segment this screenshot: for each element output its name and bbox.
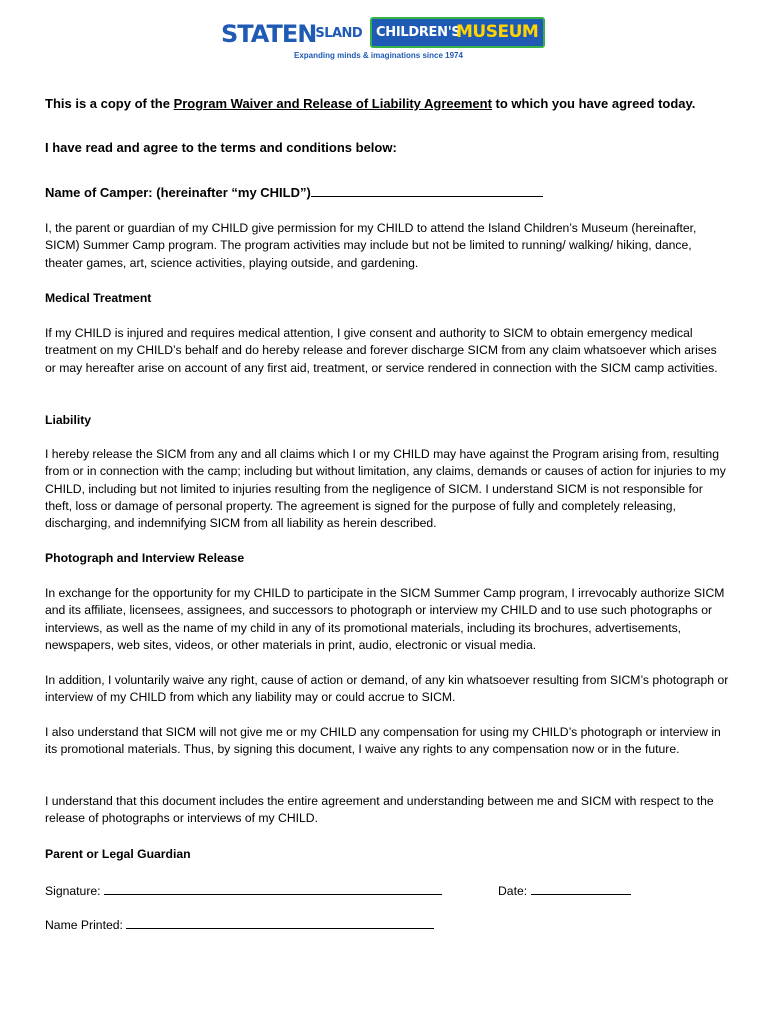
museum-logo bbox=[218, 14, 548, 62]
medical-heading: Medical Treatment bbox=[45, 291, 152, 305]
logo-word-island: ISLAND bbox=[311, 26, 363, 41]
logo-box bbox=[370, 17, 545, 48]
name-printed-field[interactable] bbox=[126, 915, 434, 929]
signature-label: Signature: bbox=[45, 884, 101, 898]
camper-name-row bbox=[45, 183, 730, 201]
name-printed-row bbox=[45, 915, 730, 934]
logo-word-staten: STATEN bbox=[221, 20, 317, 48]
permission-paragraph: I, the parent or guardian of my CHILD give permission for my CHILD to attend the Island Children’s Museum (hereinafter, SICM) Summer Camp program. The program activities may include but not be limited to running/ walking/ hiking, dance, theater games, art, science activities, playing outside, and gardening. bbox=[45, 221, 697, 270]
intro-suffix: to which you have agreed today. bbox=[491, 96, 696, 111]
camper-name-label: Name of Camper: (hereinafter “my CHILD”) bbox=[45, 185, 311, 200]
medical-paragraph: If my CHILD is injured and requires medical attention, I give consent and authority to SICM to obtain emergency medical treatment on my CHILD’s behalf and do hereby release and forever discharge SICM from any claim whatsoever which arises or may hereafter arise on account of any first aid, treatment, or service rendered in connection with the SICM camp activities. bbox=[45, 326, 718, 375]
photo-paragraph-1: In exchange for the opportunity for my CHILD to participate in the SICM Summer Camp program, I irrevocably authorize SICM and its affiliate, licensees, assignees, and successors to photograph or interview my CHILD and to use such photographs or interviews, as well as the name of my child in any of its promotional materials, including its brochures, advertisements, newspapers, web sites, videos, or other materials in print, audio, electronic or visual media. bbox=[45, 586, 725, 652]
camper-name-field[interactable] bbox=[311, 183, 543, 197]
liability-paragraph: I hereby release the SICM from any and all claims which I or my CHILD may have against the Program arising from, resulting from or in connection with the camp; including but without limitation, any claims, demands or causes of action for injuries to my CHILD, including but not limited to injuries resulting from the negligence of SICM. I understand SICM is not responsible for theft, loss or damage of personal property. The agreement is signed for the purpose of fully and completely releasing, discharging, and indemnifying SICM from all liability as herein described. bbox=[45, 447, 726, 531]
logo-word-museum: MUSEUM bbox=[456, 22, 539, 42]
liability-heading: Liability bbox=[45, 413, 92, 427]
date-label: Date: bbox=[498, 884, 528, 898]
photo-paragraph-4: I understand that this document includes the entire agreement and understanding between me and SICM with respect to the release of photographs or interviews of my CHILD. bbox=[45, 794, 714, 826]
logo-word-childrens: CHILDREN'S bbox=[376, 25, 461, 40]
intro-line bbox=[45, 95, 730, 112]
photo-paragraph-2: In addition, I voluntarily waive any right, cause of action or demand, of any kin whatsoever resulting from SICM’s photograph or interview of my CHILD from which any liability may or could accrue to SICM. bbox=[45, 673, 729, 705]
signature-field[interactable] bbox=[104, 881, 442, 895]
intro-prefix: This is a copy of the bbox=[45, 96, 174, 111]
photo-heading: Photograph and Interview Release bbox=[45, 551, 245, 565]
photo-paragraph-3: I also understand that SICM will not give me or my CHILD any compensation for using my CHILD’s photograph or interview in its promotional materials. Thus, by signing this document, I waive any rights to any compensation now or in the future. bbox=[45, 725, 721, 757]
guardian-heading: Parent or Legal Guardian bbox=[45, 847, 191, 861]
logo-tagline: Expanding minds & imaginations since 1974 bbox=[294, 51, 463, 60]
agreement-link: Program Waiver and Release of Liability Agreement bbox=[173, 96, 492, 111]
date-row bbox=[498, 881, 698, 900]
date-field[interactable] bbox=[531, 881, 631, 895]
name-printed-label: Name Printed: bbox=[45, 918, 123, 932]
agree-line: I have read and agree to the terms and conditions below: bbox=[45, 140, 397, 155]
